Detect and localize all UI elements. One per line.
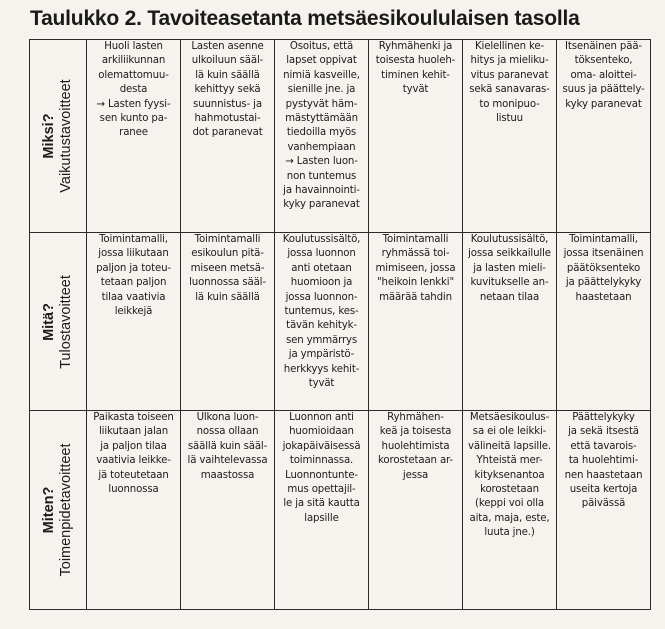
table-cell: [181, 233, 275, 411]
table-cell: [557, 40, 651, 233]
table-title: Taulukko 2. Tavoiteasetanta metsäesikoululaisen tasolla: [30, 7, 580, 30]
table-cell: [275, 411, 369, 610]
table-row-miksi: [30, 40, 651, 233]
table-cell: [275, 40, 369, 233]
table-cell: [463, 233, 557, 411]
table-cell: [87, 233, 181, 411]
cell-text: Paikasta toiseen liikutaan jalan ja paljon tilaa vaativia leikke- jä toteutetaan luonnossa: [93, 412, 174, 496]
table-cell: [369, 411, 463, 610]
table-row-mita: [30, 233, 651, 411]
row-header-mita: [30, 233, 87, 411]
cell-text: Toimintamalli ryhmässä toi- mimiseen, jossa "heikoin lenkki" määrää tahdin: [375, 234, 456, 303]
table-cell: [557, 233, 651, 411]
cell-text: Luonnon anti huomioidaan jokapäiväisessä toiminnassa. Luonnontunte- mus opettajil- le ja sitä kautta lapsille: [282, 412, 361, 524]
cell-text: Kielellinen ke- hitys ja mieliku- vitus paranevat sekä sanavaras- to monipuo- listuu: [469, 41, 550, 125]
cell-text: Ryhmähen- keä ja toisesta huolehtimista korostetaan ar- jessa: [378, 412, 453, 481]
row-question: Mitä?: [40, 302, 57, 341]
cell-text: Päättelykyky ja sekä itsestä että tavarois- ta huolehtimi- nen haastetaan useita kertoja päivässä: [564, 412, 643, 510]
cell-text: Toimintamalli, jossa itsenäinen päätöksenteko ja päättelykyky haastetaan: [563, 234, 644, 303]
cell-text: Itsenäinen pää- töksenteko, oma- aloittei- suus ja päättely- kyky paranevat: [562, 41, 645, 110]
table-cell: [463, 411, 557, 610]
cell-text: Osoitus, että lapset oppivat nimiä kasveille, sienille jne. ja pystyvät häm- mästyttämään tiedoilla myös vanhempiaan → Lasten luon- non tuntemus ja havainnointi- kyky paranevat: [283, 41, 360, 211]
row-header-miksi: [30, 40, 87, 233]
row-label: Vaikutustavoitteet: [58, 79, 74, 193]
cell-text: Ryhmähenki ja toisesta huoleh- timinen kehit- tyvät: [375, 41, 456, 96]
table-cell: [87, 411, 181, 610]
row-question: Miksi?: [40, 113, 57, 159]
table-row-miten: [30, 411, 651, 610]
table-cell: [181, 411, 275, 610]
cell-text: Ulkona luon- nossa ollaan säällä kuin sääl- lä vaihtelevassa maastossa: [187, 412, 268, 481]
cell-text: Toimintamalli, jossa liikutaan paljon ja toteu- tetaan paljon tilaa vaativia leikkejä: [96, 234, 171, 318]
cell-text: Koulutussisältö, jossa seikkailulle ja lasten mieli- kuvitukselle an- netaan tilaa: [468, 234, 551, 303]
table-cell: [463, 40, 557, 233]
row-header-miten: [30, 411, 87, 610]
table-cell: [369, 233, 463, 411]
row-label: Toimenpidetavoitteet: [58, 443, 74, 577]
cell-text: Toimintamalli esikoulun pitä- miseen metsä- luonnossa sääl- lä kuin säällä: [189, 234, 266, 303]
table-cell: [87, 40, 181, 233]
table-cell: [369, 40, 463, 233]
row-label: Tulostavoitteet: [58, 274, 74, 369]
table-cell: [181, 40, 275, 233]
goal-setting-table: [29, 39, 651, 610]
cell-text: Huoli lasten arkiliikunnan olemattomuu- desta → Lasten fyysi- sen kunto pa- ranee: [96, 41, 171, 139]
table-cell: [557, 411, 651, 610]
cell-text: Metsäesikoulus- sa ei ole leikki- välineitä lapsille. Yhteistä mer- kityksenantoa korostetaan (keppi voi olla aita, maja, este, luuta jne.): [468, 412, 551, 539]
row-question: Miten?: [40, 486, 57, 534]
table-cell: [275, 233, 369, 411]
cell-text: Lasten asenne ulkoiluun sääl- lä kuin säällä kehittyy sekä suunnistus- ja hahmotustai- dot paranevat: [191, 41, 264, 139]
cell-text: Koulutussisältö, jossa luonnon anti otetaan huomioon ja jossa luonnon- tuntemus, kes- tävän kehityk- sen ymmärrys ja ympäristö- herkkyys kehit- tyvät: [282, 234, 361, 390]
